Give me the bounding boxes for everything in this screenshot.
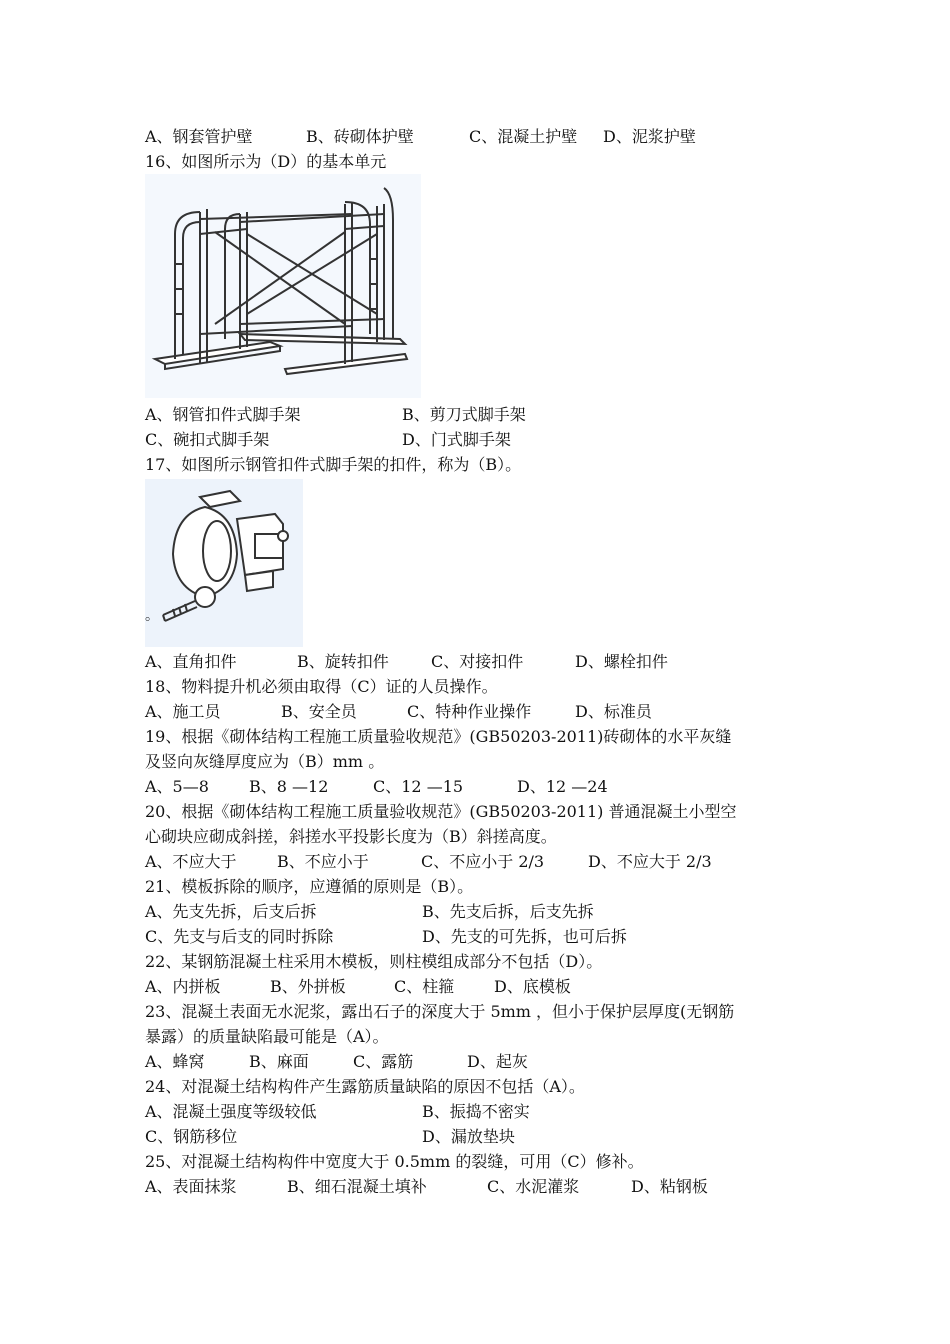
q17-figure-mark: 。 — [145, 608, 159, 624]
q22-option-c: C、柱箍 — [394, 977, 455, 996]
q17-options — [145, 649, 835, 674]
q22-option-d: D、底模板 — [494, 977, 571, 996]
q19-options — [145, 774, 835, 799]
q24-question: 24、对混凝土结构构件产生露筋质量缺陷的原因不包括（A）。 — [145, 1077, 585, 1096]
q22-option-a: A、内拼板 — [145, 977, 221, 996]
q18-option-d: D、标准员 — [575, 702, 652, 721]
q23-question-line1: 23、混凝土表面无水泥浆，露出石子的深度大于 5mm ，但小于保护层厚度(无钢筋 — [145, 1002, 735, 1021]
q24-option-c: C、钢筋移位 — [145, 1127, 238, 1146]
q25-option-b: B、细石混凝土填补 — [287, 1177, 427, 1196]
q23-option-a: A、蜂窝 — [145, 1052, 205, 1071]
q19-option-c: C、12 —15 — [373, 777, 464, 796]
q19-option-d: D、12 —24 — [517, 777, 608, 796]
q16-option-d: D、门式脚手架 — [402, 430, 511, 449]
q15-option-b: B、砖砌体护壁 — [306, 127, 414, 146]
q23-option-d: D、起灰 — [467, 1052, 528, 1071]
q20-option-a: A、不应大于 — [145, 852, 237, 871]
q18-option-b: B、安全员 — [281, 702, 357, 721]
q16-question: 16、如图所示为（D）的基本单元 — [145, 152, 387, 171]
q18-question: 18、物料提升机必须由取得（C）证的人员操作。 — [145, 677, 498, 696]
q19-question-line2: 及竖向灰缝厚度应为（B）mm 。 — [145, 752, 385, 771]
q24-options-row2 — [145, 1124, 835, 1149]
q21-option-b: B、先支后拆，后支先拆 — [422, 902, 594, 921]
q25-question: 25、对混凝土结构构件中宽度大于 0.5mm 的裂缝，可用（C）修补。 — [145, 1152, 644, 1171]
q19-question-line1: 19、根据《砌体结构工程施工质量验收规范》(GB50203-2011)砖砌体的水平灰缝 — [145, 727, 732, 746]
q16-option-c: C、碗扣式脚手架 — [145, 430, 270, 449]
q20-option-d: D、不应大于 2/3 — [588, 852, 712, 871]
q15-option-c: C、混凝土护壁 — [469, 127, 578, 146]
swivel-coupler-illustration — [145, 479, 303, 647]
q18-options — [145, 699, 835, 724]
q19-option-b: B、8 —12 — [249, 777, 329, 796]
q22-options — [145, 974, 835, 999]
q24-option-d: D、漏放垫块 — [422, 1127, 515, 1146]
q21-options-row1 — [145, 899, 835, 924]
q16-options-row2 — [145, 427, 835, 452]
q25-option-d: D、粘钢板 — [631, 1177, 708, 1196]
q23-options — [145, 1049, 835, 1074]
q17-figure — [145, 479, 303, 647]
q22-option-b: B、外拼板 — [270, 977, 346, 996]
q18-option-c: C、特种作业操作 — [407, 702, 532, 721]
q16-option-a: A、钢管扣件式脚手架 — [145, 405, 301, 424]
q21-question: 21、模板拆除的顺序，应遵循的原则是（B）。 — [145, 877, 474, 896]
door-frame-scaffold-illustration — [145, 174, 421, 398]
q24-option-a: A、混凝土强度等级较低 — [145, 1102, 317, 1121]
q20-option-c: C、不应小于 2/3 — [421, 852, 545, 871]
q15-option-a: A、钢套管护壁 — [145, 127, 253, 146]
q15-options — [145, 124, 835, 149]
q17-option-b: B、旋转扣件 — [297, 652, 389, 671]
q20-options — [145, 849, 835, 874]
q23-option-b: B、麻面 — [249, 1052, 309, 1071]
q16-figure — [145, 174, 421, 398]
q16-option-b: B、剪刀式脚手架 — [402, 405, 526, 424]
q20-question-line2: 心砌块应砌成斜搓，斜搓水平投影长度为（B）斜搓高度。 — [145, 827, 557, 846]
q21-options-row2 — [145, 924, 835, 949]
q16-options-row1 — [145, 402, 835, 427]
q23-option-c: C、露筋 — [353, 1052, 414, 1071]
q25-option-a: A、表面抹浆 — [145, 1177, 237, 1196]
q17-option-c: C、对接扣件 — [431, 652, 524, 671]
document-content — [145, 124, 835, 1199]
q15-option-d: D、泥浆护壁 — [603, 127, 696, 146]
q25-options — [145, 1174, 835, 1199]
q24-option-b: B、振捣不密实 — [422, 1102, 530, 1121]
q20-option-b: B、不应小于 — [277, 852, 369, 871]
q24-options-row1 — [145, 1099, 835, 1124]
q17-question: 17、如图所示钢管扣件式脚手架的扣件，称为（B）。 — [145, 455, 522, 474]
q21-option-a: A、先支先拆，后支后拆 — [145, 902, 317, 921]
q21-option-d: D、先支的可先拆，也可后拆 — [422, 927, 627, 946]
q25-option-c: C、水泥灌浆 — [487, 1177, 580, 1196]
q20-question-line1: 20、根据《砌体结构工程施工质量验收规范》(GB50203-2011) 普通混凝土小型空 — [145, 802, 737, 821]
q18-option-a: A、施工员 — [145, 702, 221, 721]
q19-option-a: A、5—8 — [145, 777, 209, 796]
q17-option-a: A、直角扣件 — [145, 652, 237, 671]
q21-option-c: C、先支与后支的同时拆除 — [145, 927, 334, 946]
q23-question-line2: 暴露）的质量缺陷最可能是（A）。 — [145, 1027, 389, 1046]
q17-option-d: D、螺栓扣件 — [575, 652, 668, 671]
q22-question: 22、某钢筋混凝土柱采用木模板，则柱模组成部分不包括（D）。 — [145, 952, 603, 971]
